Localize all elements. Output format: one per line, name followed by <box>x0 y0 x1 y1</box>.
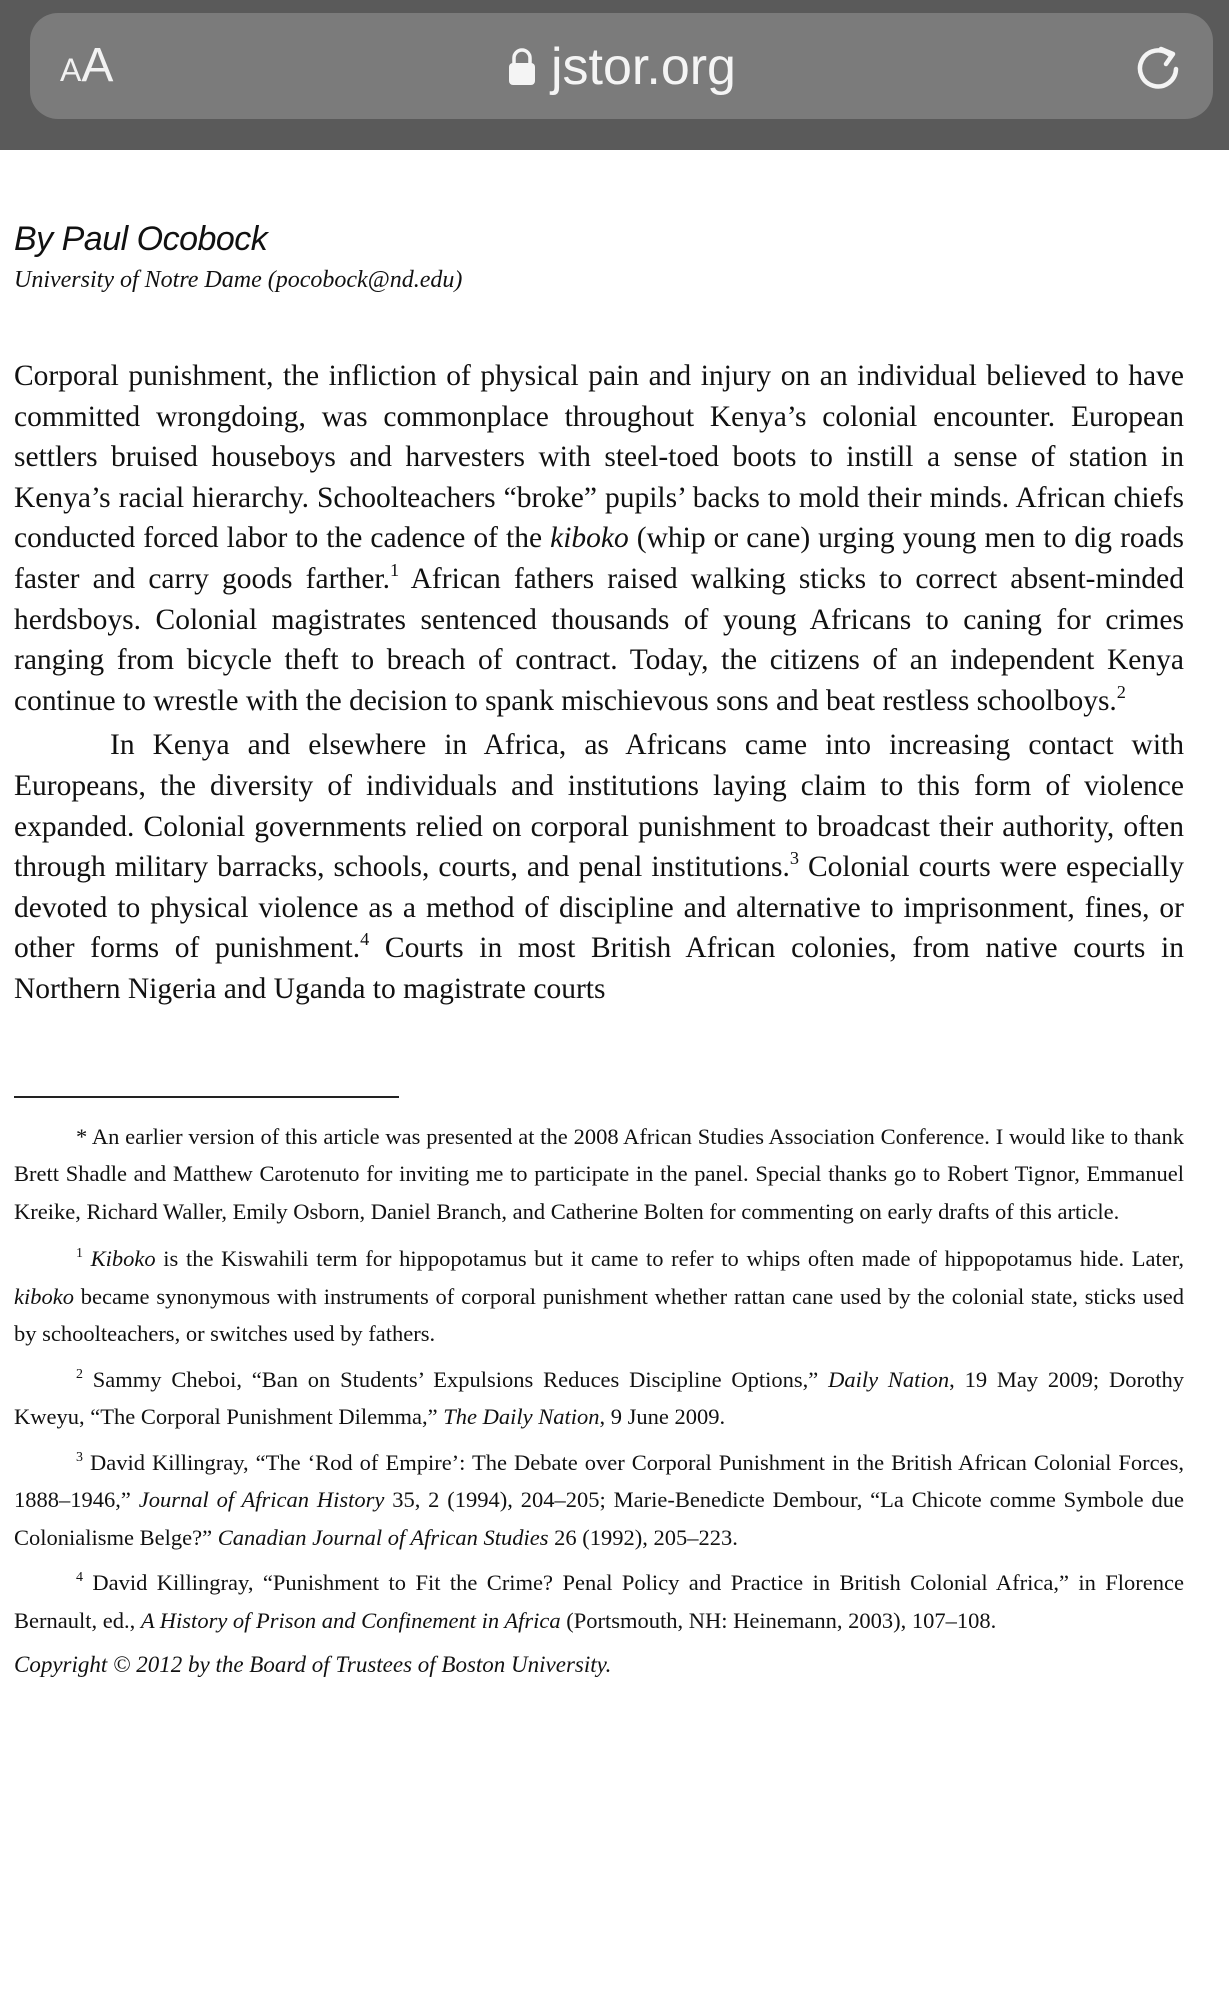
text-run: Corporal punishment, the infliction of physical pain and injury on an individual believed to have committed wrongdoing, was commonplace throughout Kenya’s colonial encounter. European settlers bruised houseboys and harvesters with steel-toed boots to instill a sense of station in Kenya’s racial hierarchy. Schoolteachers “broke” pupils’ backs to mold their minds. African chiefs conducted forced labor to the cadence of the <box>14 360 1184 555</box>
lock-icon <box>507 47 537 87</box>
copyright-notice: Copyright © 2012 by the Board of Trustees of Boston University. <box>14 1652 612 1677</box>
url-text: jstor.org <box>551 38 736 96</box>
text-run: 26 (1992), 205–223. <box>548 1524 738 1550</box>
browser-toolbar <box>0 0 1229 150</box>
publication-title: A History of Prison and Confinement in Africa <box>140 1607 561 1633</box>
publication-title: The Daily Nation <box>443 1404 600 1429</box>
footnote-ref-3[interactable]: 3 <box>789 848 799 869</box>
text-run: African fathers raised walking sticks to correct absent-minded herdsboys. Colonial magistrates sentenced thousands of young Africans to caning for crimes ranging from bicycle theft to breach of contract. Today, the citizens of an independent Kenya continue to wrestle with the decision to spank mischievous sons and beat restless schoolboys. <box>14 562 1184 717</box>
text-run: David Killingray, “Punishment to Fit the Crime? Penal Policy and Practice in British Colonial Africa,” in Florence Bernault, ed., <box>14 1570 1184 1633</box>
italic-term: kiboko <box>550 522 629 555</box>
italic-term: kiboko <box>14 1283 74 1309</box>
text-run: (Portsmouth, NH: Heinemann, 2003), 107–108. <box>560 1607 997 1633</box>
article-byline: By Paul Ocobock <box>14 220 268 258</box>
italic-term: Kiboko <box>90 1246 156 1271</box>
footnote-divider <box>14 1096 399 1098</box>
address-bar[interactable] <box>30 13 1213 119</box>
text-run: David Killingray, “The ‘Rod of Empire’: The Debate over Corporal Punishment in the British African Colonial Forces, 1888–1946,” <box>14 1449 1184 1512</box>
text-run: , 9 June 2009. <box>599 1404 726 1429</box>
text-size-big-a: A <box>81 39 114 92</box>
footnote-number: 4 <box>76 1569 83 1585</box>
article-page <box>14 220 1184 1683</box>
text-run: 35, 2 (1994), 204–205; Marie-Benedicte Dembour, “La Chicote comme Symbole due Colonialisme Belge?” <box>14 1487 1184 1550</box>
text-run: In Kenya and elsewhere in Africa, as Africans came into increasing contact with Europeans, the diversity of individuals and institutions laying claim to this form of violence expanded. Colonial governments relied on corporal punishment to broadcast their authority, often through military barracks, schools, courts, and penal institutions. <box>14 729 1184 884</box>
paragraph-1 <box>14 356 1184 721</box>
footnote-ref-4[interactable]: 4 <box>360 929 370 950</box>
url-display[interactable] <box>30 39 1213 95</box>
text-run: , 19 May 2009; Dorothy Kweyu, “The Corporal Punishment Dilemma,” <box>14 1366 1184 1429</box>
reload-icon[interactable] <box>1131 41 1185 95</box>
publication-title: Canadian Journal of African Studies <box>217 1524 549 1550</box>
footnote-ref-2[interactable]: 2 <box>1116 681 1126 702</box>
footnotes <box>14 1118 1184 1640</box>
footnote-3 <box>14 1444 1184 1557</box>
text-size-small-a: A <box>60 52 82 88</box>
footnote-number: 1 <box>76 1245 83 1261</box>
paragraph-2 <box>14 725 1184 1009</box>
text-run: Colonial courts were especially devoted to physical violence as a method of discipline and alternative to imprisonment, fines, or other forms of punishment. <box>14 851 1184 965</box>
footnote-number: 3 <box>76 1449 83 1465</box>
text-run: Courts in most British African colonies, from native courts in Northern Nigeria and Uganda to magistrate courts <box>14 932 1184 1005</box>
text-run: is the Kiswahili term for hippopotamus but it came to refer to whips often made of hippopotamus hide. Later, <box>155 1246 1184 1271</box>
footnote-2 <box>14 1361 1184 1436</box>
publication-title: Daily Nation <box>828 1366 950 1392</box>
footnote-star: * An earlier version of this article was presented at the 2008 African Studies Association Conference. I would like to thank Brett Shadle and Matthew Carotenuto for inviting me to participate in the panel. Special thanks go to Robert Tignor, Emmanuel Kreike, Richard Waller, Emily Osborn, Daniel Branch, and Catherine Bolten for commenting on early drafts of this article. <box>14 1123 1184 1224</box>
text-run: Sammy Cheboi, “Ban on Students’ Expulsions Reduces Discipline Options,” <box>82 1366 829 1392</box>
footnote-1 <box>14 1240 1184 1353</box>
footnote-ref-1[interactable]: 1 <box>390 560 400 581</box>
footnote-4 <box>14 1564 1184 1639</box>
publication-title: Journal of African History <box>138 1487 385 1512</box>
text-run: (whip or cane) urging young men to dig roads faster and carry goods farther. <box>14 522 1184 595</box>
footnote-number: 2 <box>76 1366 83 1382</box>
text-run: became synonymous with instruments of corporal punishment whether rattan cane used by the colonial state, sticks used by schoolteachers, or switches used by fathers. <box>14 1283 1184 1346</box>
article-body <box>14 356 1184 1010</box>
author-affiliation: University of Notre Dame (pocobock@nd.edu) <box>14 267 463 293</box>
